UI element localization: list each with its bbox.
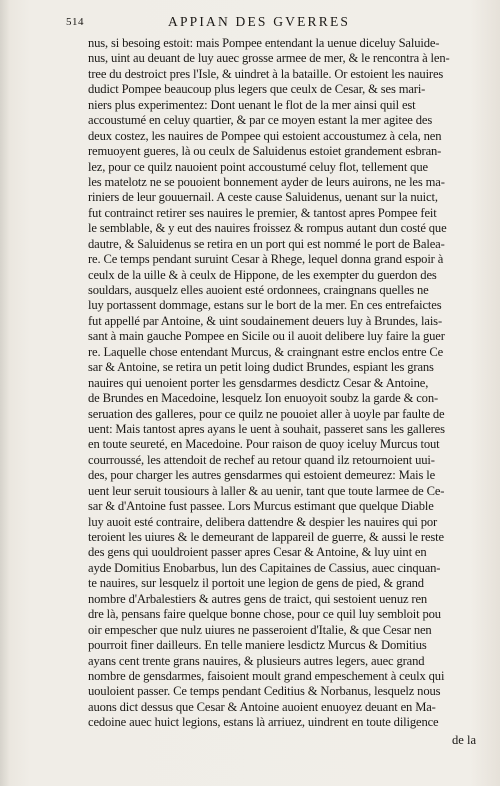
text-line: auons dict dessus que Cesar & Antoine auoient enuoyez deuant en Ma- — [88, 699, 436, 714]
text-line: re. Ce temps pendant suruint Cesar à Rhege, lequel donna grand espoir à — [88, 252, 444, 267]
text-line: uouloient passer. Ce temps pendant Ceditius & Norbanus, lesquelz nous — [88, 684, 441, 699]
text-line: remuoyent gueres, là ou ceulx de Saluidenus estoiet grandement esbran- — [88, 144, 442, 159]
text-line: nus, uint au deuant de luy auec grosse armee de mer, & le rencontra à len- — [88, 51, 450, 66]
spine-shadow — [0, 0, 10, 786]
text-line: en toute seureté, en Macedoine. Pour raison de quoy iceluy Murcus tout — [88, 437, 440, 452]
text-line: courroussé, les attendoit de rechef au retour quand ilz retournoient uui- — [88, 452, 435, 467]
text-line: ceulx de la uille & à ceulx de Hippone, de les exempter du guerdon des — [88, 267, 437, 282]
text-line: de Brundes en Macedoine, lesquelz Ion enuoyoit soubz la garde & con- — [88, 391, 439, 406]
text-line: ayans cent trente grans nauires, & plusieurs autres legers, auec grand — [88, 653, 425, 668]
text-line: des, pour charger les autres gensdarmes qui estoient demeurez: Mais le — [88, 468, 436, 483]
text-line: luy portassent dommage, estans sur le bort de la mer. En ces entrefaictes — [88, 298, 442, 313]
text-line: sar & Antoine, se retira un petit loing dudict Brundes, espiant les grans — [88, 360, 434, 375]
text-line: niers plus experimentez: Dont uenant le flot de la mer ainsi quil est — [88, 97, 416, 112]
text-line: lez, pour ce quilz nauoient point accoustumé celuy flot, tellement que — [88, 159, 428, 174]
text-line: des gens qui uouldroient passer apres Cesar & Antoine, & luy uint en — [88, 545, 427, 560]
text-line: fut contrainct retirer ses nauires le premier, & tantost apres Pompee feit — [88, 205, 437, 220]
text-line: les matelotz ne se pouoient bonnement ayder de leurs auirons, ne les ma- — [88, 174, 445, 189]
text-line: souldars, ausquelz elles auoient esté ordonnees, craingnans quelles ne — [88, 283, 429, 297]
text-line: uent: Mais tantost apres ayans le uent à souhait, passeret sans les galleres — [88, 421, 445, 436]
text-line: pourroit finer dailleurs. En telle maniere lesdictz Murcus & Domitius — [88, 638, 427, 653]
body-text — [88, 36, 468, 731]
text-line: oir empescher que nulz uiures ne passeroient d'Italie, & que Cesar nen — [88, 622, 432, 637]
text-line: re. Laquelle chose entendant Murcus, & craingnant estre enclos entre Ce — [88, 344, 444, 359]
text-line: nauires qui uenoient porter les gensdarmes desdictz Cesar & Antoine, — [88, 375, 429, 390]
text-line: seruation des galleres, pour ce quilz ne pouoiet aller à uoyle par faulte de — [88, 406, 445, 421]
text-line: deux costez, les nauires de Pompee qui estoient accoustumez à cela, nen — [88, 128, 442, 143]
text-line: nus, si besoing estoit: mais Pompee entendant la uenue diceluy Saluide- — [88, 36, 440, 50]
running-title: APPIAN DES GVERRES — [168, 14, 351, 29]
text-line: nombre de gensdarmes, faisoient moult grand empeschement à ceulx qui — [88, 668, 445, 683]
text-line: dre là, pensans faire quelque bonne chose, pour ce quil luy sembloit pou — [88, 607, 441, 622]
text-line: luy auoit esté contraire, delibera dattendre & despier les nauires qui por — [88, 514, 438, 529]
text-line: teroient les uiures & le demeurant de lappareil de guerre, & aussi le reste — [88, 530, 444, 544]
text-line: accoustumé en celuy quartier, & par ce moyen estant la mer agitee des — [88, 113, 433, 128]
page-header — [66, 12, 466, 32]
catchword: de la — [452, 733, 477, 747]
page-number: 514 — [66, 16, 84, 28]
text-line: sant à main gauche Pompee en Sicile ou il auoit delibere luy faire la guer — [88, 329, 445, 344]
text-line: nombre d'Arbalestiers & autres gens de traict, qui sestoient uenuz ren — [88, 591, 428, 606]
text-line: le semblable, & y eut des nauires froissez & rompus autant dun costé que — [88, 221, 447, 236]
text-line: te nauires, sur lesquelz il portoit une legion de gens de pied, & grand — [88, 576, 424, 591]
text-line: dudict Pompee beaucoup plus legers que ceulx de Cesar, & ses mari- — [88, 82, 426, 97]
text-line: cedoine auec huict legions, estans là arriuez, uindrent en toute diligence — [88, 715, 439, 730]
text-line: dautre, & Saluidenus se retira en un port qui est nommé le port de Balea- — [88, 236, 445, 251]
text-line: fut appellé par Antoine, & uint soudainement deuers luy à Brundes, lais- — [88, 313, 442, 328]
text-line: uent leur seruit tousiours à laller & au uenir, tant que toute larmee de Ce- — [88, 483, 445, 498]
text-line: ayde Domitius Enobarbus, lun des Capitaines de Cassius, auec cinquan- — [88, 560, 441, 575]
text-line: tree du destroict pres l'Isle, & uindret à la bataille. Or estoient les nauires — [88, 66, 444, 81]
text-line: sar & d'Antoine fust passee. Lors Murcus estimant que quelque Diable — [88, 499, 434, 514]
text-line: riniers de leur gouuernail. A ceste cause Saluidenus, uenant sur la nuict, — [88, 190, 438, 205]
